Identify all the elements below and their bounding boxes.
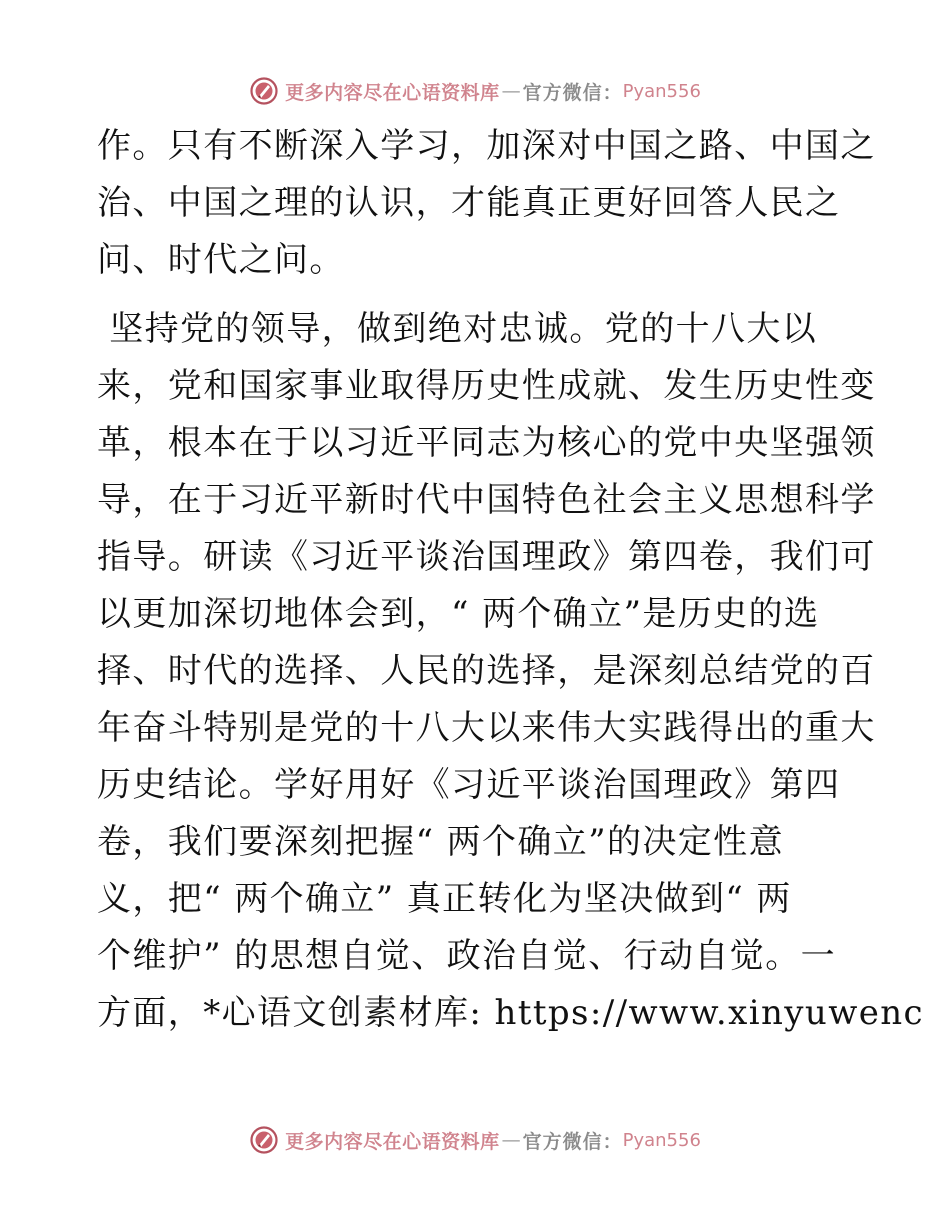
text-line: 卷，我们要深刻把握“ 两个确立”的决定性意 (97, 822, 784, 862)
watermark-wechat-id: Pyan556 (622, 1129, 701, 1151)
text-line: 年奋斗特别是党的十八大以来伟大实践得出的重大 (97, 708, 876, 748)
text-line: 择、时代的选择、人民的选择，是深刻总结党的百 (97, 651, 876, 691)
text-line: 导，在于习近平新时代中国特色社会主义思想科学 (97, 480, 876, 520)
watermark-brand: 更多内容尽在心语资料库 (285, 81, 500, 104)
footer-watermark (0, 1120, 950, 1160)
text-line: 来，党和国家事业取得历史性成就、发生历史性变 (97, 366, 876, 406)
document-body (97, 118, 924, 1042)
text-line: 历史结论。学好用好《习近平谈治国理政》第四 (97, 765, 841, 805)
text-line: 问、时代之问。 (97, 240, 345, 280)
paragraph-1 (97, 118, 876, 289)
paragraph-gap (97, 289, 857, 301)
watermark-dash: — (501, 1129, 521, 1151)
header-watermark (0, 71, 950, 111)
watermark-wechat-label: 官方微信： (522, 1130, 623, 1153)
watermark-wechat-id: Pyan556 (622, 80, 701, 102)
pen-nib-seal-icon (249, 1125, 279, 1155)
text-line: 以更加深切地体会到，“ 两个确立”是历史的选 (97, 594, 820, 634)
watermark-brand: 更多内容尽在心语资料库 (285, 1130, 500, 1153)
text-line: 方面，*心语文创素材库: https://www.xinyuwenc (97, 993, 924, 1033)
text-line: 个维护” 的思想自觉、政治自觉、行动自觉。一 (97, 936, 836, 976)
pen-nib-seal-icon (249, 76, 279, 106)
text-line: 治、中国之理的认识，才能真正更好回答人民之 (97, 183, 841, 223)
text-line: 坚持党的领导，做到绝对忠诚。党的十八大以 (97, 309, 818, 349)
text-line: 义，把“ 两个确立” 真正转化为坚决做到“ 两 (97, 879, 792, 919)
paragraph-2 (97, 301, 924, 1042)
text-line: 指导。研读《习近平谈治国理政》第四卷，我们可 (97, 537, 876, 577)
text-line: 革，根本在于以习近平同志为核心的党中央坚强领 (97, 423, 876, 463)
watermark-wechat-label: 官方微信： (522, 81, 623, 104)
watermark-dash: — (501, 80, 521, 102)
text-line: 作。只有不断深入学习，加深对中国之路、中国之 (97, 126, 876, 166)
